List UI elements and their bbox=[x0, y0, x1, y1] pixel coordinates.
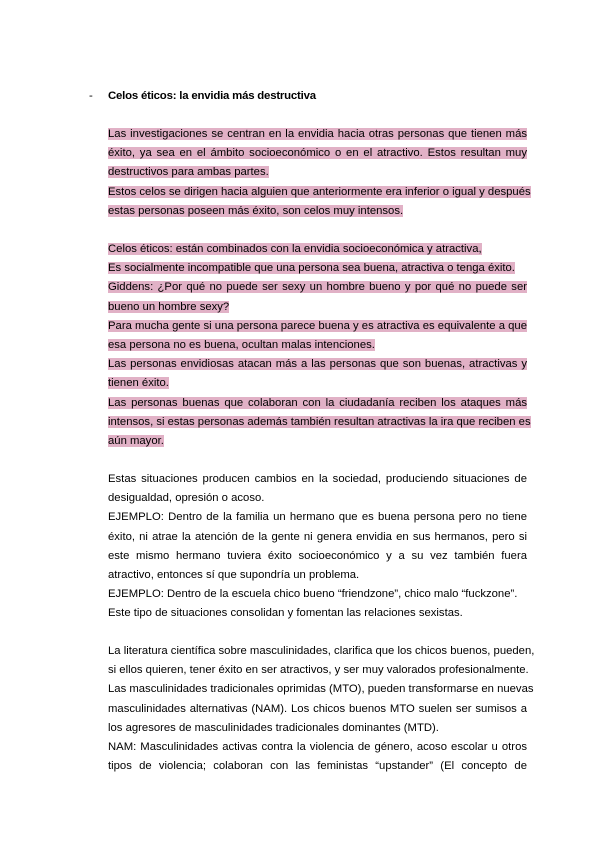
text-line: intensos, si estas personas además también resultan atractivas la ira que reciben es bbox=[108, 415, 531, 428]
text-line: Es socialmente incompatible que una persona sea buena, atractiva o tenga éxito. bbox=[108, 262, 515, 275]
text-line: aún mayor. bbox=[108, 434, 164, 447]
text-line: tienen éxito. bbox=[108, 377, 169, 390]
text-line: estas personas poseen más éxito, son celos muy intensos. bbox=[108, 204, 404, 217]
text-line: EJEMPLO: Dentro de la escuela chico bueno “friendzone”, chico malo “fuckzone”. bbox=[108, 588, 518, 601]
text-line: Celos éticos: están combinados con la envidia socioeconómica y atractiva, bbox=[108, 243, 482, 255]
highlighted-paragraph-2 bbox=[108, 240, 531, 451]
text-line: bueno un hombre sexy? bbox=[108, 300, 230, 313]
section-heading bbox=[89, 90, 316, 102]
text-line: Las masculinidades tradicionales oprimidas (MTO), pueden transformarse en nuevas bbox=[108, 683, 534, 696]
paragraph-3 bbox=[108, 470, 527, 624]
text-line: Este tipo de situaciones consolidan y fomentan las relaciones sexistas. bbox=[108, 607, 463, 620]
section-title: Celos éticos: la envidia más destructiva bbox=[108, 90, 316, 102]
text-line: éxito, ya sea en el ámbito socioeconómico o en el atractivo. Estos resultan muy bbox=[108, 147, 527, 160]
text-line: si ellos quieren, tener éxito en ser atractivos, y ser muy valorados profesionalmente. bbox=[108, 664, 529, 677]
bullet-marker: - bbox=[89, 90, 93, 102]
text-line: Las investigaciones se centran en la envidia hacia otras personas que tienen más bbox=[108, 128, 527, 140]
text-line: tipos de violencia; colaboran con las feministas “upstander” (El concepto de bbox=[108, 760, 527, 773]
text-line: EJEMPLO: Dentro de la familia un hermano que es buena persona pero no tiene bbox=[108, 511, 527, 524]
highlighted-paragraph-1 bbox=[108, 125, 531, 221]
text-line: desigualdad, opresión o acoso. bbox=[108, 492, 265, 505]
text-line: Las personas envidiosas atacan más a las personas que son buenas, atractivas y bbox=[108, 358, 527, 371]
text-line: éxito, ni atrae la atención de la gente ni genera envidia en sus hermanos, pero si bbox=[108, 530, 527, 543]
text-line: Giddens: ¿Por qué no puede ser sexy un hombre bueno y por qué no puede ser bbox=[108, 281, 527, 294]
text-line: atractivo, entonces sí que supondría un problema. bbox=[108, 568, 360, 581]
text-line: NAM: Masculinidades activas contra la violencia de género, acoso escolar u otros bbox=[108, 740, 527, 753]
text-line: los agresores de masculinidades tradicionales dominantes (MTD). bbox=[108, 721, 439, 734]
text-line: Las personas buenas que colaboran con la ciudadanía reciben los ataques más bbox=[108, 396, 527, 409]
text-line: Para mucha gente si una persona parece buena y es atractiva es equivalente a que bbox=[108, 319, 527, 332]
text-line: este mismo hermano tuviera éxito socioeconómico y a su vez también fuera bbox=[108, 549, 527, 562]
text-line: esa persona no es buena, ocultan malas intenciones. bbox=[108, 338, 375, 351]
text-line: destructivos para ambas partes. bbox=[108, 166, 269, 179]
text-line: La literatura científica sobre masculinidades, clarifica que los chicos buenos, pueden, bbox=[108, 645, 535, 657]
text-line: masculinidades alternativas (NAM). Los chicos buenos MTO suelen ser sumisos a bbox=[108, 702, 527, 715]
text-line: Estas situaciones producen cambios en la sociedad, produciendo situaciones de bbox=[108, 473, 527, 485]
paragraph-4 bbox=[108, 642, 535, 776]
text-line: Estos celos se dirigen hacia alguien que anteriormente era inferior o igual y después bbox=[108, 185, 531, 198]
